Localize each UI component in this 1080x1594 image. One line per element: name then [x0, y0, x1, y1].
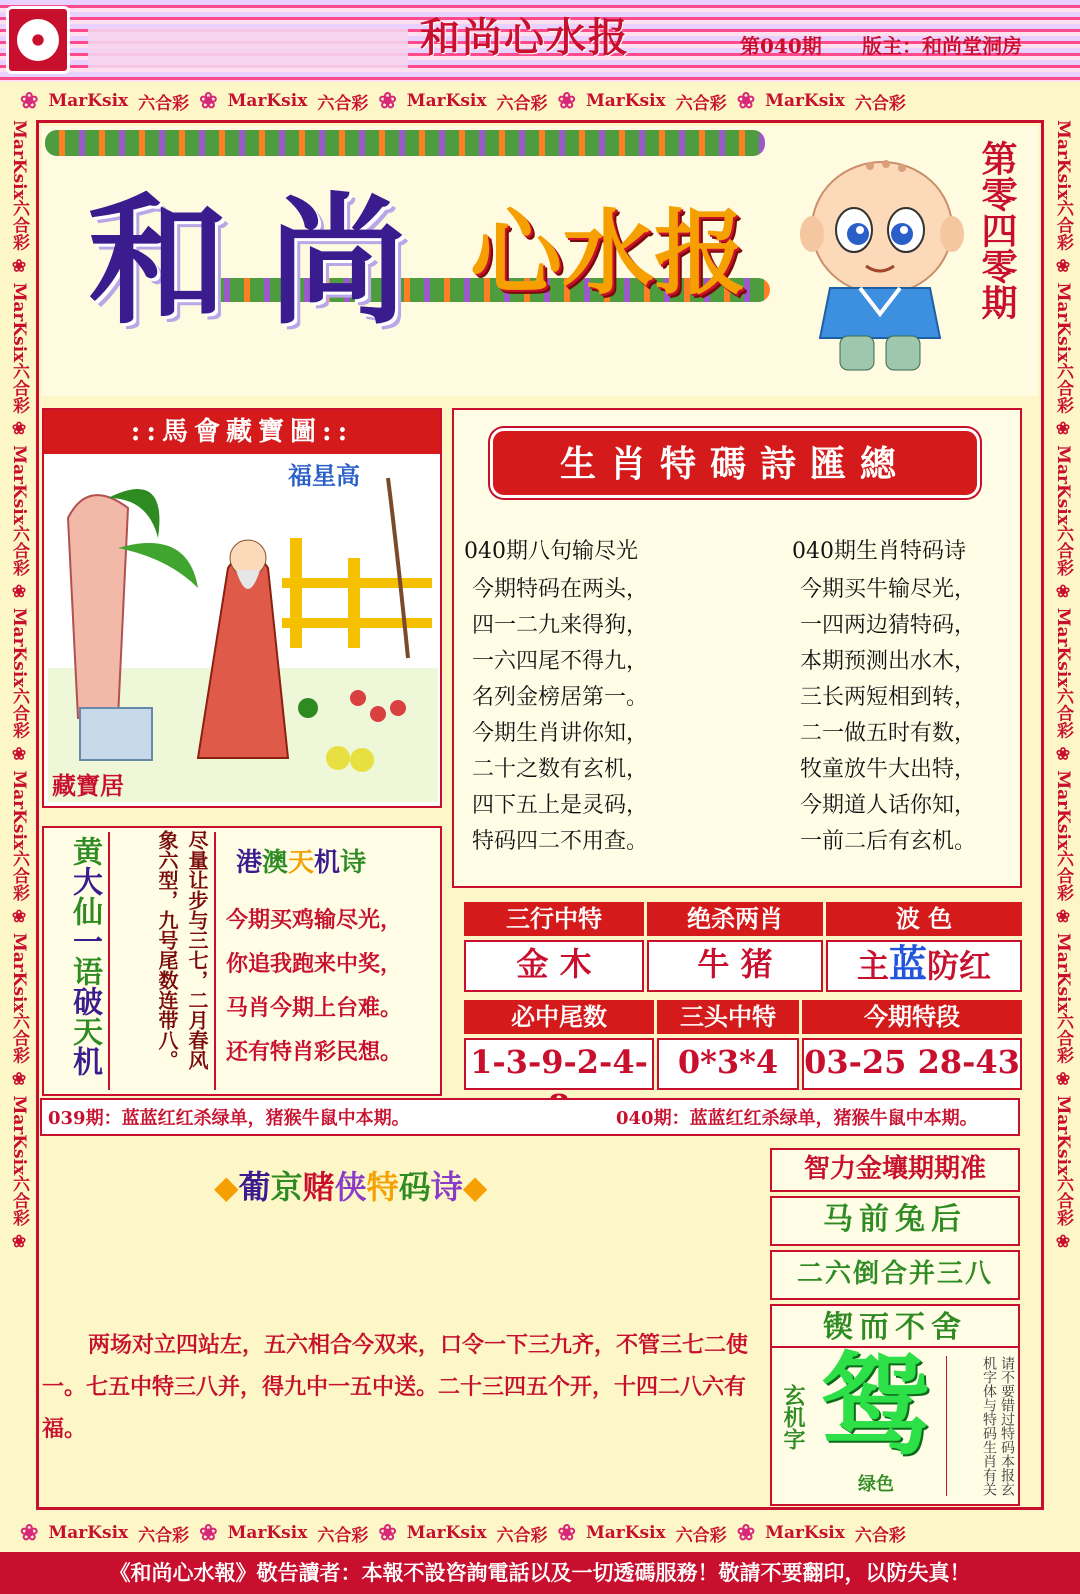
poem-line: 四下五上是灵码，	[472, 793, 649, 818]
gangao-line: 今期买鸡输尽光，	[226, 907, 403, 933]
flower-icon: ❀	[557, 88, 576, 114]
wave-part: 红	[959, 947, 992, 985]
poem-line: 今期道人话你知，	[800, 793, 977, 818]
title-char: 天	[67, 1016, 102, 1046]
title-char: 京	[270, 1168, 303, 1206]
marksix-chinese: 六合彩	[496, 1525, 548, 1546]
diamond-icon: ◆	[214, 1168, 239, 1206]
marksix-latin: MarKsix	[48, 91, 129, 111]
gambler-title	[214, 1162, 487, 1208]
rbox-item: 锲而不舍	[770, 1304, 1020, 1354]
poem-line: 今期生肖讲你知，	[472, 721, 649, 746]
poem-right	[792, 534, 1022, 860]
stat-bose	[826, 902, 1022, 992]
masthead-title-xinshuibao: 心水报	[470, 199, 747, 307]
masthead-title-heshang: 和尚	[88, 180, 449, 344]
flower-icon: ❀	[20, 1520, 39, 1546]
poem-banner: 生肖特碼詩匯總	[490, 428, 980, 498]
stat-value: 03-25 28-43	[802, 1038, 1022, 1090]
flower-icon: ❀	[199, 88, 218, 114]
marksix-column-right	[1048, 120, 1076, 1510]
treasure-picture-icon	[48, 458, 438, 802]
flower-icon: ❀	[736, 88, 756, 114]
marksix-chinese: 六合彩	[675, 93, 727, 114]
stat-label: 必中尾数	[464, 1000, 654, 1034]
marksix-vertical: MarKsix六合彩 ❀	[1053, 120, 1073, 283]
monk-mascot-icon	[790, 138, 970, 378]
stat-label: 绝杀两肖	[647, 902, 823, 936]
poem-line: 三长两短相到转，	[800, 685, 977, 710]
marksix-latin: MarKsix	[585, 91, 666, 111]
stat-value: 0*3*4	[657, 1038, 799, 1090]
marksix-row-top	[20, 88, 1070, 114]
marksix-chinese: 六合彩	[317, 1525, 369, 1546]
title-char: 机	[67, 1046, 102, 1076]
marksix-vertical: MarKsix六合彩 ❀	[9, 282, 29, 446]
stat-juesha	[647, 902, 823, 992]
xuanji-label: 玄机字	[780, 1384, 806, 1450]
marksix-latin: MarKsix	[48, 1523, 129, 1543]
marksix-latin: MarKsix	[227, 91, 308, 111]
rbox-item: 二六倒合并三八	[770, 1250, 1020, 1300]
stat-label: 三头中特	[657, 1000, 799, 1034]
hk-flower-logo-icon	[6, 6, 70, 74]
title-char: 一	[67, 926, 102, 956]
stat-value: 牛 猪	[647, 940, 823, 992]
marksix-vertical: MarKsix六合彩 ❀	[1053, 607, 1073, 771]
marksix-vertical: MarKsix六合彩 ❀	[1053, 770, 1073, 933]
marksix-vertical: MarKsix六合彩 ❀	[9, 120, 29, 283]
marksix-column-left	[4, 120, 32, 1510]
marksix-vertical: MarKsix六合彩 ❀	[1053, 445, 1073, 608]
poem-line: 一四两边猜特码，	[800, 613, 977, 638]
marksix-chinese: 六合彩	[854, 1525, 906, 1546]
header-editor: 版主：和尚堂洞房	[862, 34, 1022, 58]
marksix-vertical: MarKsix六合彩 ❀	[9, 1095, 29, 1253]
title-char: 黄	[67, 836, 102, 866]
header-blur-mask	[88, 28, 408, 68]
title-char: 诗	[430, 1168, 463, 1206]
note-prev-issue: 039期：蓝蓝红红杀绿单，猪猴牛鼠中本期。	[48, 1108, 410, 1129]
xuanji-note: 请不要错过特码本报玄机字体与特码生肖有关	[946, 1356, 1016, 1496]
marksix-chinese: 六合彩	[317, 93, 369, 114]
svg-text:福星高: 福星高	[288, 461, 360, 490]
rbox-item: 马前兔后	[770, 1196, 1020, 1246]
marksix-vertical: MarKsix六合彩 ❀	[9, 445, 29, 608]
gambler-poem: 两场对立四站左，五六相合今双来，口令一下三九齐，不管三七二使一。七五中特三八并，得九中一五中送。二十三四五个开，十四二八六有福。	[42, 1332, 749, 1442]
title-char: 赌	[302, 1168, 335, 1206]
wave-part: 主	[856, 947, 889, 985]
issue-vertical: 第零四零期	[976, 140, 1018, 320]
title-char: 诗	[340, 848, 367, 878]
marksix-vertical: MarKsix六合彩 ❀	[9, 770, 29, 933]
title-char: 大	[67, 866, 102, 896]
diamond-icon: ◆	[462, 1168, 488, 1206]
marksix-chinese: 六合彩	[675, 1525, 727, 1546]
poem-line: 特码四二不用查。	[472, 829, 649, 854]
divider	[108, 832, 110, 1090]
flower-icon: ❀	[736, 1520, 756, 1546]
stat-sanxing	[464, 902, 644, 992]
title-char: 破	[67, 986, 102, 1016]
stat-label: 波 色	[826, 902, 1022, 936]
gangao-poem	[226, 898, 436, 1074]
svg-text:藏寶居: 藏寶居	[52, 771, 124, 800]
marksix-latin: MarKsix	[765, 91, 845, 111]
stat-santou	[657, 1000, 799, 1090]
stat-value: 1-3-9-2-4-	[464, 1038, 654, 1090]
poem-line: 一六四尾不得九，	[472, 649, 649, 674]
gangao-line: 马肖今期上台难。	[226, 995, 403, 1021]
poem-line: 名列金榜居第一。	[472, 685, 649, 710]
title-char: 侠	[334, 1168, 367, 1206]
right-boxes	[770, 1148, 1020, 1358]
wave-part: 蓝	[888, 941, 927, 986]
marksix-vertical: MarKsix六合彩 ❀	[1053, 282, 1073, 446]
poem-left	[464, 534, 744, 860]
flower-icon: ❀	[20, 88, 39, 114]
marksix-row-bottom	[20, 1520, 1070, 1546]
xuanji-char: 鸳	[820, 1341, 930, 1470]
flower-icon: ❀	[378, 1520, 397, 1546]
header-issue: 第040期	[740, 34, 822, 58]
header-title: 和尚心水报	[420, 14, 630, 61]
marksix-vertical: MarKsix六合彩 ❀	[9, 932, 29, 1096]
poem-line: 一前二后有玄机。	[800, 829, 977, 854]
title-char: 澳	[262, 848, 289, 878]
marksix-latin: MarKsix	[227, 1523, 308, 1543]
huangdaxian-title	[58, 836, 104, 1076]
title-char: 港	[236, 848, 263, 878]
stats-table-top	[464, 902, 1022, 992]
poem-line: 今期买牛输尽光，	[800, 577, 977, 602]
poem-line: 本期预测出水木，	[800, 649, 977, 674]
poem-line: 今期特码在两头，	[472, 577, 649, 602]
title-char: 机	[314, 848, 341, 878]
title-char: 语	[67, 956, 102, 986]
treasure-title: ::馬會藏寶圖::	[44, 410, 440, 454]
stat-weishu	[464, 1000, 654, 1090]
poem-line: 二十之数有玄机，	[472, 757, 649, 782]
stat-value	[826, 940, 1022, 992]
poem-line: 二一做五时有数，	[800, 721, 977, 746]
huangdaxian-text: 尽量让步与三七，二月春风象六型，九号尾数连带八。	[155, 830, 209, 1070]
stat-value: 金 木	[464, 940, 644, 992]
gangao-title	[236, 842, 366, 879]
title-char: 天	[288, 848, 315, 878]
title-char: 葡	[238, 1168, 271, 1206]
marksix-latin: MarKsix	[765, 1523, 845, 1543]
poem-line: 牧童放牛大出特，	[800, 757, 977, 782]
poem-left-title: 040期八句输尽光	[464, 539, 638, 564]
flower-icon: ❀	[557, 1520, 576, 1546]
poem-line: 四一二九来得狗，	[472, 613, 649, 638]
poem-right-title: 040期生肖特码诗	[792, 539, 966, 564]
marksix-vertical: MarKsix六合彩 ❀	[1053, 1095, 1073, 1253]
xuanji-color: 绿色	[858, 1474, 894, 1495]
flower-icon: ❀	[199, 1520, 218, 1546]
title-char: 仙	[67, 896, 102, 926]
marksix-chinese: 六合彩	[854, 93, 906, 114]
marksix-chinese: 六合彩	[138, 1525, 190, 1546]
stat-label: 今期特段	[802, 1000, 1022, 1034]
gangao-line: 你追我跑来中奖，	[226, 951, 403, 977]
marksix-chinese: 六合彩	[496, 93, 548, 114]
footer-notice: 《和尚心水報》敬告讀者：本報不設咨詢電話以及一切透碼服務！敬請不要翻印，以防失真！	[0, 1552, 1080, 1594]
marksix-latin: MarKsix	[406, 1523, 487, 1543]
marksix-chinese: 六合彩	[138, 93, 190, 114]
marksix-vertical: MarKsix六合彩 ❀	[9, 607, 29, 771]
title-char: 码	[398, 1168, 431, 1206]
stat-teduan	[802, 1000, 1022, 1090]
marksix-vertical: MarKsix六合彩 ❀	[1053, 932, 1073, 1096]
marksix-latin: MarKsix	[406, 91, 487, 111]
rbox-title: 智力金壤期期准	[770, 1148, 1020, 1192]
marksix-latin: MarKsix	[585, 1523, 666, 1543]
stats-table-bottom	[464, 1000, 1022, 1090]
wave-part: 防	[927, 947, 960, 985]
note-curr-issue: 040期：蓝蓝红红杀绿单，猪猴牛鼠中本期。	[616, 1108, 978, 1129]
gangao-line: 还有特肖彩民想。	[226, 1039, 403, 1065]
title-char: 特	[366, 1168, 399, 1206]
stat-label: 三行中特	[464, 902, 644, 936]
flower-icon: ❀	[378, 88, 397, 114]
